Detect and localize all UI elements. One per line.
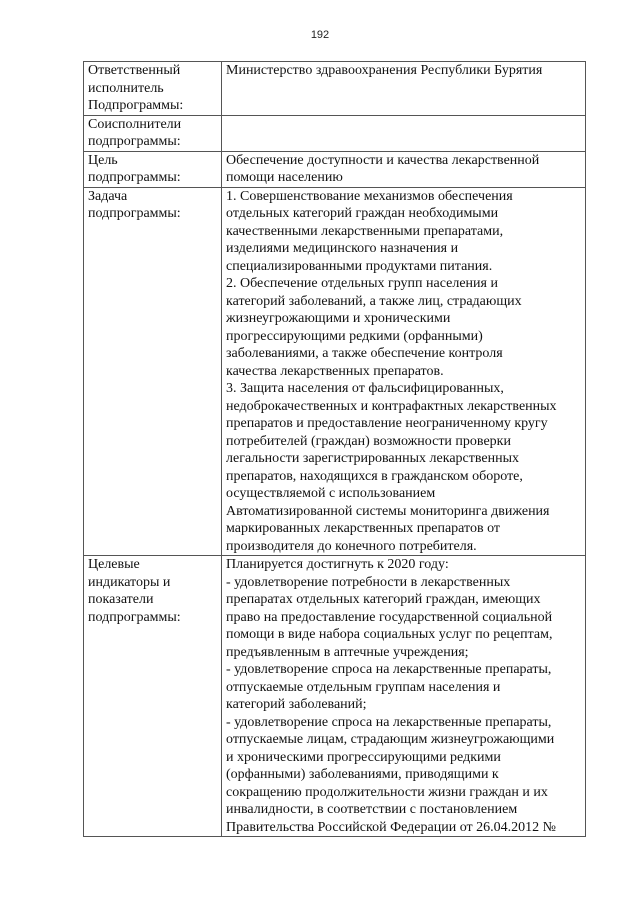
row-value-target-indicators [222,556,586,837]
value-line: отпускаемые отдельным группам населения и [226,679,501,695]
label-line: Подпрограммы: [88,98,184,113]
row-value-tasks [222,187,586,556]
value-line: препаратах отдельных категорий граждан, имеющих [226,592,541,607]
value-line: легальности зарегистрированных лекарственных [226,451,520,466]
value-line: Обеспечение доступности и качества лекарственной [226,152,540,168]
value-line: изделиями медицинского назначения и [226,241,459,256]
label-line: показатели [88,592,154,607]
value-line: качества лекарственных препаратов. [226,363,444,379]
value-line: отдельных категорий граждан необходимыми [226,206,499,221]
label-line: исполнитель [88,80,164,96]
value-line: 3. Защита населения от фальсифицированных, [226,381,504,396]
value-line: маркированных лекарственных препаратов от [226,521,501,536]
table-row-co-executors [84,115,586,151]
value-line: Правительства Российской Федерации от 26.04.2012 № [226,819,557,835]
label-line: Задача [88,188,128,204]
value-line: препаратов, находящихся в гражданском обороте, [226,468,523,484]
row-label-responsible-executor [84,62,222,116]
label-line: Цель [88,152,118,168]
label-line: Ответственный [88,63,181,78]
value-line: инвалидности, в соответствии с постановлением [226,802,518,817]
value-line: Министерство здравоохранения Республики Бурятия [226,63,543,78]
value-line: потребителей (граждан) возможности проверки [226,433,511,449]
label-line: Целевые [88,557,140,572]
row-value-co-executors [222,115,586,151]
value-line: категорий заболеваний, а также лиц, страдающих [226,293,522,309]
subprogram-passport-table [83,61,586,837]
value-line: качественными лекарственными препаратами, [226,223,504,239]
value-line: жизнеугрожающими и хроническими [226,311,451,326]
value-line: осуществляемой с использованием [226,486,436,501]
value-line: препаратов и предоставление неограниченному кругу [226,416,548,431]
table-row-tasks [84,187,586,556]
value-line: предъявленным в аптечные учреждения; [226,644,469,660]
row-label-target-indicators [84,556,222,837]
value-line: 1. Совершенствование механизмов обеспечения [226,188,513,204]
table-row-responsible-executor [84,62,586,116]
label-line: Соисполнители [88,116,182,132]
table-row-target-indicators [84,556,586,837]
page-number: 192 [310,29,330,41]
value-line: помощи населению [226,170,343,185]
row-value-responsible-executor [222,62,586,116]
value-line: (орфанными) заболеваниями, приводящими к [226,767,499,782]
value-line: категорий заболеваний; [226,697,367,712]
value-line: сокращению продолжительности жизни граждан и их [226,784,548,800]
label-line: подпрограммы: [88,206,181,221]
value-line: 2. Обеспечение отдельных групп населения и [226,276,498,291]
value-line: и хроническими прогрессирующими редкими [226,749,501,765]
value-line: - удовлетворение спроса на лекарственные препараты, [226,662,552,677]
value-line: - удовлетворение спроса на лекарственные препараты, [226,714,552,730]
value-line: недоброкачественных и контрафактных лекарственных [226,398,557,414]
row-label-tasks [84,187,222,556]
value-line: - удовлетворение потребности в лекарственных [226,574,511,590]
value-line: отпускаемые лицам, страдающим жизнеугрожающими [226,732,555,747]
value-line: право на предоставление государственной социальной [226,609,553,625]
value-line: производителя до конечного потребителя. [226,538,477,554]
label-line: индикаторы и [88,574,171,590]
value-line: Планируется достигнуть к 2020 году: [226,557,449,572]
label-line: подпрограммы: [88,170,181,185]
value-line: помощи в виде набора социальных услуг по рецептам, [226,627,553,642]
label-line: подпрограммы: [88,134,181,149]
value-line: специализированными продуктами питания. [226,258,493,274]
value-line: заболеваниями, а также обеспечение контроля [226,346,503,361]
row-value-goal [222,151,586,187]
row-label-goal [84,151,222,187]
row-label-co-executors [84,115,222,151]
table-row-goal [84,151,586,187]
label-line: подпрограммы: [88,609,181,625]
value-line: прогрессирующими редкими (орфанными) [226,328,483,344]
value-line: Автоматизированной системы мониторинга движения [226,503,550,519]
